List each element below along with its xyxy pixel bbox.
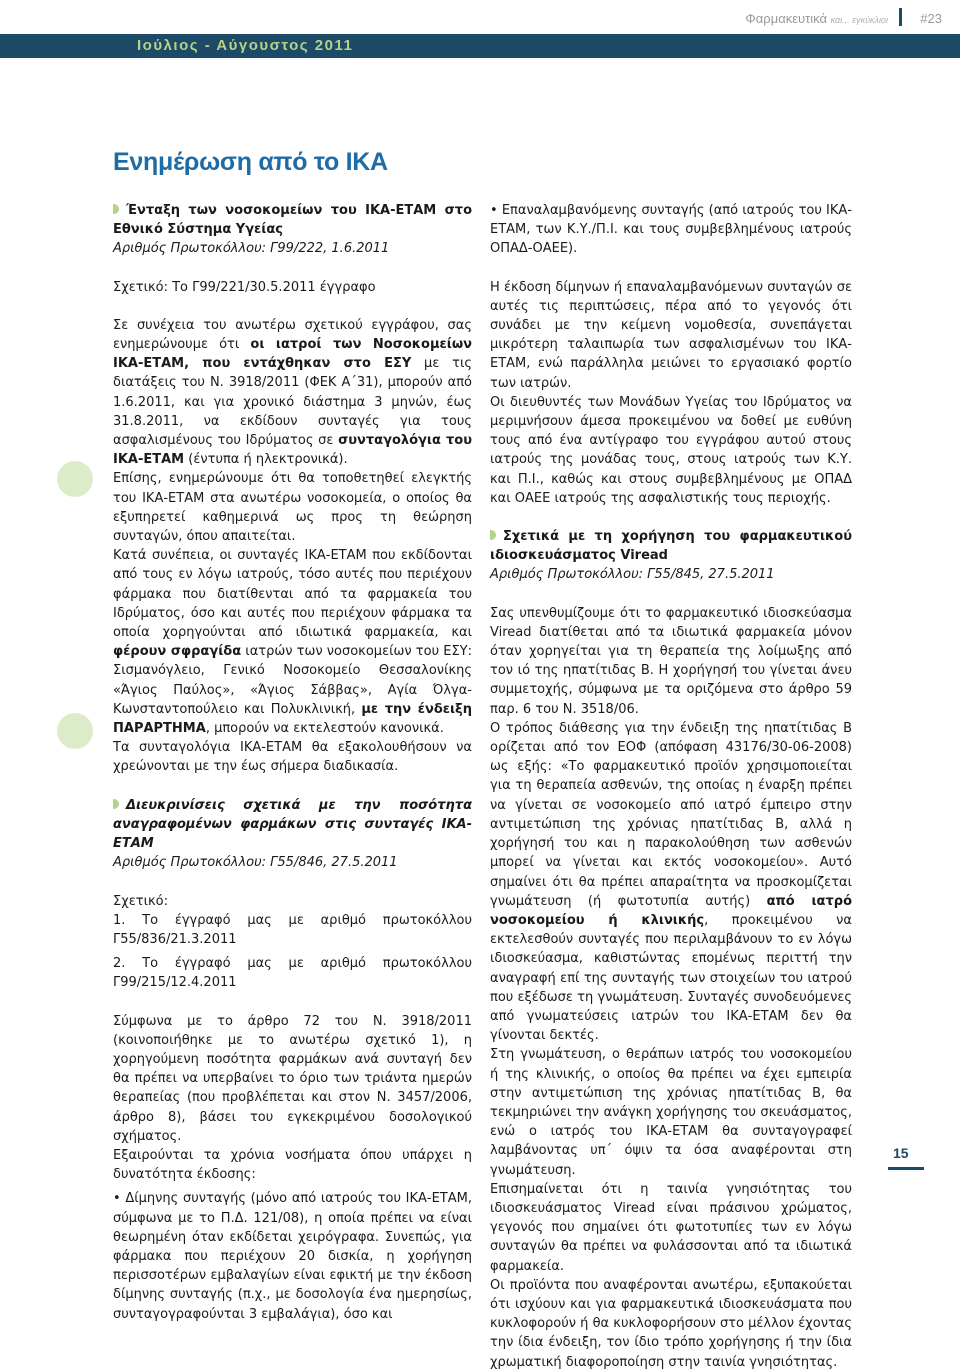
paragraph: Στη γνωμάτευση, ο θεράπων ιατρός του νοσοκομείου ή της κλινικής, ο οποίος θα πρέπει να έχει εμπειρία στην αντιμετώπιση της χρόνιας ηπατίτιδας Β, θα τεκμηριώνει την ανάγκη χορήγησης του σκευάσματος, ενώ ο ιατρός του ΙΚΑ-ΕΤΑΜ θα συνταγογραφεί λαμβάνοντας υπ΄ όψιν τα όσα αναφέρονται στη γνωμάτευση. <box>490 1047 852 1178</box>
bullet-item: • Επαναλαμβανόμενης συνταγής (από ιατρούς του ΙΚΑ-ΕΤΑΜ, των Κ.Υ./Π.Ι. και τους συμβεβλημένους ιατρούς ΟΠΑΔ-ΟΑΕΕ). <box>490 201 852 259</box>
section-heading-ika-esy: Ένταξη των νοσοκομείων του ΙΚΑ-ΕΤΑΜ στο Εθνικό Σύστημα Υγείας <box>113 201 472 239</box>
paragraph: Η έκδοση δίμηνων ή επαναλαμβανόμενων συνταγών σε αυτές τις περιπτώσεις, πέρα από το γεγονός ότι συνάδει με την κείμενη νομοθεσία, συνεπάγεται μικρότερη ταλαιπωρία των ασφαλισμένων του ΙΚΑ-ΕΤΑΜ, ενώ παράλληλα μειώνει το εργασιακό φορτίο των ιατρών. <box>490 279 852 391</box>
paragraph: Σας υπενθυμίζουμε ότι το φαρμακευτικό ιδιοσκεύασμα Viread διατίθεται από τα ιδιωτικά φαρμακεία μόνον όταν χορηγείται για τη θεραπεία της λοίμωξης από τον ιό της ηπατίτιδας Β. Η χορήγησή του γίνεται άνευ συμμετοχής, σύμφωνα με τα οριζόμενα στο άρθρο 59 παρ. 6 του Ν. 3518/06. <box>490 605 852 717</box>
section-label <box>745 11 888 26</box>
related-note: Σχετικό: Το Γ99/221/30.5.2011 έγγραφο <box>113 279 376 295</box>
bullet-item: • Δίμηνης συνταγής (μόνο από ιατρούς του ΙΚΑ-ΕΤΑΜ, σύμφωνα με τo Π.Δ. 121/08), η οποία πρέπει να είναι θεωρημένη όταν εκδίδεται χειρόγραφα. Συνεπώς, για φάρμακα που περιέχουν 20 δισκία, η χορήγηση περισσοτέρων εμβαλαγίων είναι εφικτή με την έκδοση δίμηνης συνταγής (π.χ., με δοσολογία ένα ημερησίως, συνταγογραφούνται 3 εμβαλάγια), όσο και <box>113 1189 472 1323</box>
paragraph: Οι προϊόντα που αναφέρονται ανωτέρω, εξυπακούεται ότι ισχύουν και για φαρμακευτικά ιδιοσκευάσματα που κυκλοφορούν ή θα κυκλοφορήσουν στο μέλλον έχοντας την ίδια ένδειξη, τον ίδιο τρόπο χορήγησης ή την ίδια χρωματική διαφοροποίηση στην ταινία γνησιότητας. <box>490 1277 852 1370</box>
paragraph: Σύμφωνα με το άρθρο 72 του Ν. 3918/2011 (κοινοποιήθηκε με το ανωτέρω σχετικό 1), η χορηγούμενη ποσότητα φαρμάκων ανά συνταγή δεν θα πρέπει να υπερβαίνει το όριο των τριάντα ημερών θεραπείας (που προβλέπεται και στον Ν. 3457/2006, άρθρο 8), βάσει του εγκεκριμένου δοσολογικού σχήματος. <box>113 1013 472 1144</box>
protocol-number: Αριθμός Πρωτοκόλλου: Γ55/845, 27.5.2011 <box>490 567 775 583</box>
date-band <box>0 34 960 58</box>
decor-dot-lower <box>57 713 93 749</box>
section-label-main: Φαρμακευτικά <box>745 11 827 26</box>
decor-dot-upper <box>57 461 93 497</box>
paragraph: Επίσης, ενημερώνουμε ότι θα τοποθετηθεί ελεγκτής του ΙΚΑ-ΕΤΑΜ στα ανωτέρω νοσοκομεία, ο οποίος θα εξυπηρετεί καθημερινά ως προς τη θεώρηση συνταγών, όπου απαιτείται. <box>113 471 472 545</box>
page-number-underline <box>888 1167 924 1170</box>
paragraph: Κατά συνέπεια, οι συνταγές ΙΚΑ-ΕΤΑΜ που εκδίδονται από τους εν λόγω ιατρούς, τόσο αυτές που περιέχουν φάρμακα που διατίθενται από τα φαρμακεία του Ιδρύματος, όσο και αυτές που περιέχουν φάρμακα τα οποία χορηγούνται από ιδιωτικά φαρμακεία, και φέρουν σφραγίδα ιατρών των νοσοκομείων του ΕΣΥ: Σισμανόγλειο, Γενικό Νοσοκομείο Θεσσαλονίκης «Άγιος Παύλος», «Άγιος Σάββας», Αγία Όλγα-Κωνσταντοπούλειο και Πολυκλινική, με την ένδειξη ΠΑΡΑΡΤΗΜΑ, μπορούν να εκτελεστούν κανονικά. <box>113 548 472 737</box>
related-item: 2. Το έγγραφό μας με αριθμό πρωτοκόλλου Γ99/215/12.4.2011 <box>113 956 472 991</box>
left-column <box>113 201 472 1324</box>
paragraph: Ο τρόπος διάθεσης για την ένδειξη της ηπατίτιδας Β ορίζεται από τον ΕΟΦ (απόφαση 43176/30-06-2008) ως εξής: «Το φαρμακευτικό προϊόν χρησιμοποιείται για τη θεραπεία ασθενών, της οποίας η έναρξη πρέπει να γίνεται σε νοσοκομείο από ιατρό έμπειρο στην αντιμετώπιση της χρόνιας ηπατίτιδας Β, αλλά η χορήγησή του και η παρακολούθηση των ασθενών μπορεί να γίνεται και εκτός νοσοκομείου». Αυτό σημαίνει ότι θα πρέπει απαραίτητα να προσκομίζεται γνωμάτευση (ή φωτοτυπία αυτής) από ιατρό νοσοκομείου ή κλινικής, προκειμένου να εκτελεσθούν συνταγές που περιλαμβάνουν το εν λόγω ιδιοσκεύασμα, καθιστώντας επομένως περιττή την αναγραφή επί της συνταγής των στοιχείων του ιατρού που εξέδωσε τη γνωμάτευση. Συνταγές συνοδευόμενες από γνωματεύσεις ιατρών του ΙΚΑ-ΕΤΑΜ δεν θα γίνονται δεκτές. <box>490 720 852 1044</box>
header-divider <box>899 8 902 26</box>
page-number: 15 <box>893 1145 909 1161</box>
section-heading-viread: Σχετικά με τη χορήγηση του φαρμακευτικού ιδιοσκευάσματος Viread <box>490 527 852 565</box>
page-title: Ενημέρωση από το ΙΚΑ <box>113 148 388 176</box>
paragraph: Τα συνταγολόγια ΙΚΑ-ΕΤΑΜ θα εξακολουθήσουν να χρεώνονται με την έως σήμερα διαδικασία. <box>113 740 472 775</box>
paragraph: Οι διευθυντές των Μονάδων Υγείας του Ιδρύματος να μεριμνήσουν άμεσα προκειμένου να δοθεί με ευθύνη τους από ένα αντίγραφο του εγγράφου αυτού στους ιατρούς της μονάδας τους, στους ιατρούς των Κ.Υ. και Π.Ι., καθώς και στους συμβεβλημένους με ΟΠΑΔ και ΟΑΕΕ ιατρούς της ασφαλιστικής τους περιοχής. <box>490 394 852 506</box>
right-column <box>490 201 852 1372</box>
protocol-number: Αριθμός Πρωτοκόλλου: Γ99/222, 1.6.2011 <box>113 241 390 257</box>
paragraph: Επισημαίνεται ότι η ταινία γνησιότητας του ιδιοσκευάσματος Viread είναι πράσινου χρώματος, γεγονός που σημαίνει ότι φωτοτυπίες των εν λόγω συνταγών θα πρέπει να φυλάσσονται από τα ιδιωτικά φαρμακεία. <box>490 1181 852 1274</box>
protocol-number: Αριθμός Πρωτοκόλλου: Γ55/846, 27.5.2011 <box>113 855 398 871</box>
paragraph: Εξαιρούνται τα χρόνια νοσήματα όπου υπάρχει η δυνατότητα έκδοσης: <box>113 1147 472 1183</box>
related-item: 1. Το έγγραφό μας με αριθμό πρωτοκόλλου Γ55/836/21.3.2011 <box>113 912 472 947</box>
date-band-text: Ιούλιος - Αύγουστος 2011 <box>137 37 354 54</box>
section-label-suffix: και... εγκύκλιοι <box>830 15 888 25</box>
paragraph: Σε συνέχεια του ανωτέρω σχετικού εγγράφου, σας ενημερώνουμε ότι οι ιατροί των Νοσοκομείων ΙΚΑ-ΕΤΑΜ, που εντάχθηκαν στο ΕΣΥ με τις διατάξεις του Ν. 3918/2011 (ΦΕΚ Α΄31), μπορούν από 1.6.2011, και για χρονικό διάστημα 3 μηνών, έως 31.8.2011, να εκδίδουν συνταγές για τους ασφαλισμένους του Ιδρύματος σε συνταγολόγια του ΙΚΑ-ΕΤΑΜ (έντυπα ή ηλεκτρονικά). <box>113 317 472 468</box>
top-header <box>0 0 960 34</box>
issue-number: #23 <box>920 11 942 26</box>
section-heading-quantity: Διευκρινίσεις σχετικά με την ποσότητα αναγραφομένων φαρμάκων στις συνταγές ΙΚΑ-ΕΤΑΜ <box>113 796 472 854</box>
related-note: Σχετικό: <box>113 893 168 909</box>
